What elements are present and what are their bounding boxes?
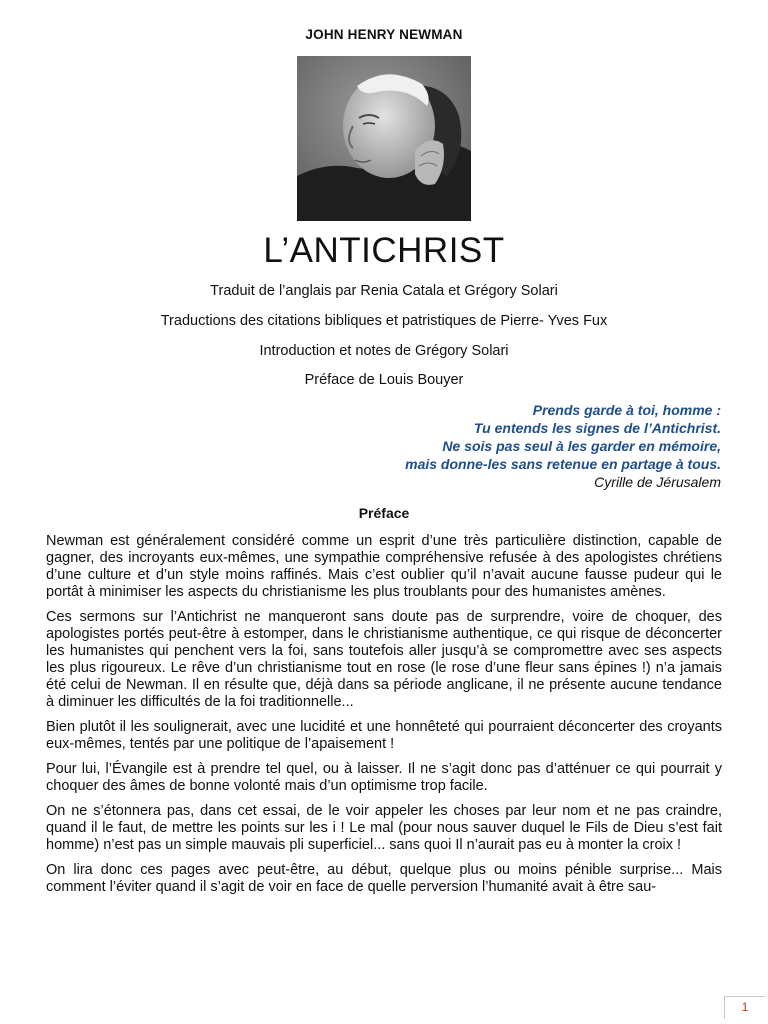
paragraph: Bien plutôt il les soulignerait, avec une lucidité et une honnêteté qui pourraient déconcerter des croyants eux-mêmes, tentés par une politique de l’apaisement ! bbox=[46, 719, 722, 752]
section-title: Préface bbox=[358, 505, 410, 521]
credit-preface: Préface de Louis Bouyer bbox=[304, 372, 464, 388]
credit-translation: Traduit de l’anglais par Renia Catala et Grégory Solari bbox=[210, 283, 558, 299]
epigraph bbox=[405, 401, 721, 491]
epigraph-line: Prends garde à toi, homme : bbox=[532, 402, 721, 418]
paragraph: On ne s’étonnera pas, dans cet essai, de le voir appeler les choses par leur nom et ne pas craindre, quand il le faut, de mettre les points sur les i ! Le mal (pour nous sauver duquel le Fils de Dieu s’est fait homme) n’est pas un simple mauvais pli superficiel... sans quoi Il n’aurait pas eu à monter la croix ! bbox=[46, 803, 722, 853]
paragraph: Newman est généralement considéré comme un esprit d’une très particulière distinction, capable de gagner, des incroyants eux-mêmes, une sympathie compréhensive refusée à des apologistes chrétiens d’une culture et d’un style moins raffinés. Mais c’est oublier qu’il n’avait aucune fausse pudeur qui le portât à minimiser les aspects du christianisme les plus troublants pour des humanistes amènes. bbox=[46, 533, 722, 600]
preface-body bbox=[46, 533, 722, 904]
epigraph-line: mais donne-les sans retenue en partage à tous. bbox=[405, 456, 721, 472]
book-title: L’ANTICHRIST bbox=[263, 231, 505, 270]
author-portrait bbox=[297, 56, 471, 221]
epigraph-attribution: Cyrille de Jérusalem bbox=[594, 474, 721, 490]
page-number: 1 bbox=[724, 996, 765, 1019]
paragraph: On lira donc ces pages avec peut-être, au début, quelque plus ou moins pénible surprise... Mais comment l’éviter quand il s’agit de voir en face de quelle perversion l’humanité avait à être sau- bbox=[46, 862, 722, 895]
author-name: JOHN HENRY NEWMAN bbox=[305, 27, 463, 42]
epigraph-line: Tu entends les signes de l’Antichrist. bbox=[473, 420, 721, 436]
paragraph: Ces sermons sur l’Antichrist ne manqueront sans doute pas de surprendre, voire de choquer, des apologistes portés peut-être à estomper, dans le christianisme authentique, ce qui risque de déconcerter les humanistes qui penchent vers la foi, sans toutefois aller jusqu’à se compromettre avec ses aspects les plus rigoureux. Le rêve d’un christianisme tout en rose (le rose d’une fleur sans épines !) n’a jamais été celui de Newman. Il en résulte que, déjà dans sa période anglicane, il ne présente aucune tendance à diminuer les difficultés de la foi traditionnelle... bbox=[46, 609, 722, 710]
credit-introduction: Introduction et notes de Grégory Solari bbox=[259, 343, 509, 359]
credit-citations: Traductions des citations bibliques et patristiques de Pierre- Yves Fux bbox=[160, 313, 608, 329]
epigraph-line: Ne sois pas seul à les garder en mémoire, bbox=[442, 438, 721, 454]
paragraph: Pour lui, l’Évangile est à prendre tel quel, ou à laisser. Il ne s’agit donc pas d’atténuer ce qui pourrait y choquer des âmes de bonne volonté mais d’un optimisme trop facile. bbox=[46, 761, 722, 794]
